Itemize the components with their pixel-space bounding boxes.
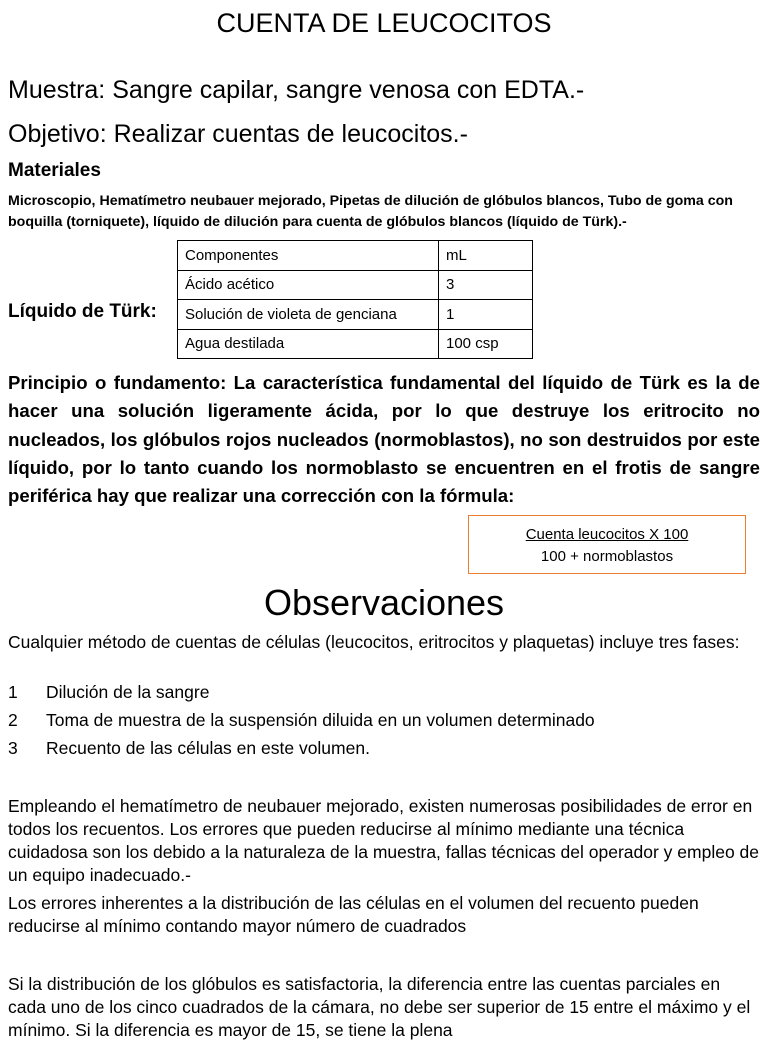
turk-label: Líquido de Türk: (8, 301, 157, 322)
list-item (8, 738, 370, 759)
table-header-row (178, 241, 533, 271)
table-header-cell: mL (439, 241, 533, 271)
list-item (8, 710, 595, 731)
table-row (178, 329, 533, 359)
observaciones-intro: Cualquier método de cuentas de células (leucocitos, eritrocitos y plaquetas) incluye tres fases: (8, 632, 740, 652)
table-cell: 100 csp (439, 329, 533, 359)
table-row (178, 270, 533, 300)
muestra-line: Muestra: Sangre capilar, sangre venosa con EDTA.- (8, 76, 585, 104)
table-cell: Agua destilada (178, 329, 439, 359)
list-item-number: 2 (8, 710, 18, 730)
table-cell: Solución de violeta de genciana (178, 300, 439, 330)
list-item-text: Recuento de las células en este volumen. (46, 738, 370, 758)
objetivo-line: Objetivo: Realizar cuentas de leucocitos.- (8, 120, 468, 148)
materiales-text: Microscopio, Hematímetro neubauer mejorado, Pipetas de dilución de glóbulos blancos, Tubo de goma con boquilla (torniquete), líquido de dilución para cuenta de glóbulos blancos (líquido de Türk).- (8, 193, 733, 230)
list-item-text: Toma de muestra de la suspensión diluida en un volumen determinado (46, 710, 595, 730)
list-item (8, 682, 209, 703)
list-item-number: 3 (8, 738, 18, 758)
table-cell: 3 (439, 270, 533, 300)
turk-table (177, 240, 533, 359)
observaciones-title: Observaciones (263, 582, 505, 623)
formula-box (468, 515, 746, 574)
errores-paragraph: Empleando el hematímetro de neubauer mejorado, existen numerosas posibilidades de error en todos los recuentos. Los errores que pueden reducirse al mínimo mediante una técnica cuidadosa son los debido a la naturaleza de la muestra, fallas técnicas del operador y empleo de un equipo inadecuado.- (8, 796, 760, 885)
list-item-number: 1 (8, 682, 18, 702)
table-cell: Ácido acético (178, 270, 439, 300)
materiales-heading: Materiales (8, 160, 101, 181)
errores-inherentes-paragraph: Los errores inherentes a la distribución de las células en el volumen del recuento pueden reducirse al mínimo contando mayor número de cuadrados (8, 893, 699, 936)
principio-paragraph: Principio o fundamento: La característica fundamental del líquido de Türk es la de hacer una solución ligeramente ácida, por lo que destruye los eritrocito no nucleados, los glóbulos rojos nucleados (normoblastos), no son destruidos por este líquido, por lo tanto cuando los normoblasto se encuentren en el frotis de sangre periférica hay que realizar una corrección con la fórmula: (8, 372, 760, 507)
formula-numerator: Cuenta leucocitos X 100 (525, 526, 689, 543)
table-cell: 1 (439, 300, 533, 330)
formula-denominator: 100 + normoblastos (540, 548, 674, 565)
table-row (178, 300, 533, 330)
table-header-cell: Componentes (178, 241, 439, 271)
page-title: CUENTA DE LEUCOCITOS (216, 8, 552, 38)
list-item-text: Dilución de la sangre (46, 682, 210, 702)
distribucion-paragraph: Si la distribución de los glóbulos es satisfactoria, la diferencia entre las cuentas parciales en cada uno de los cinco cuadrados de la cámara, no debe ser superior de 15 entre el máximo y el mínimo. Si la diferencia es mayor de 15, se tiene la plena (8, 974, 751, 1040)
